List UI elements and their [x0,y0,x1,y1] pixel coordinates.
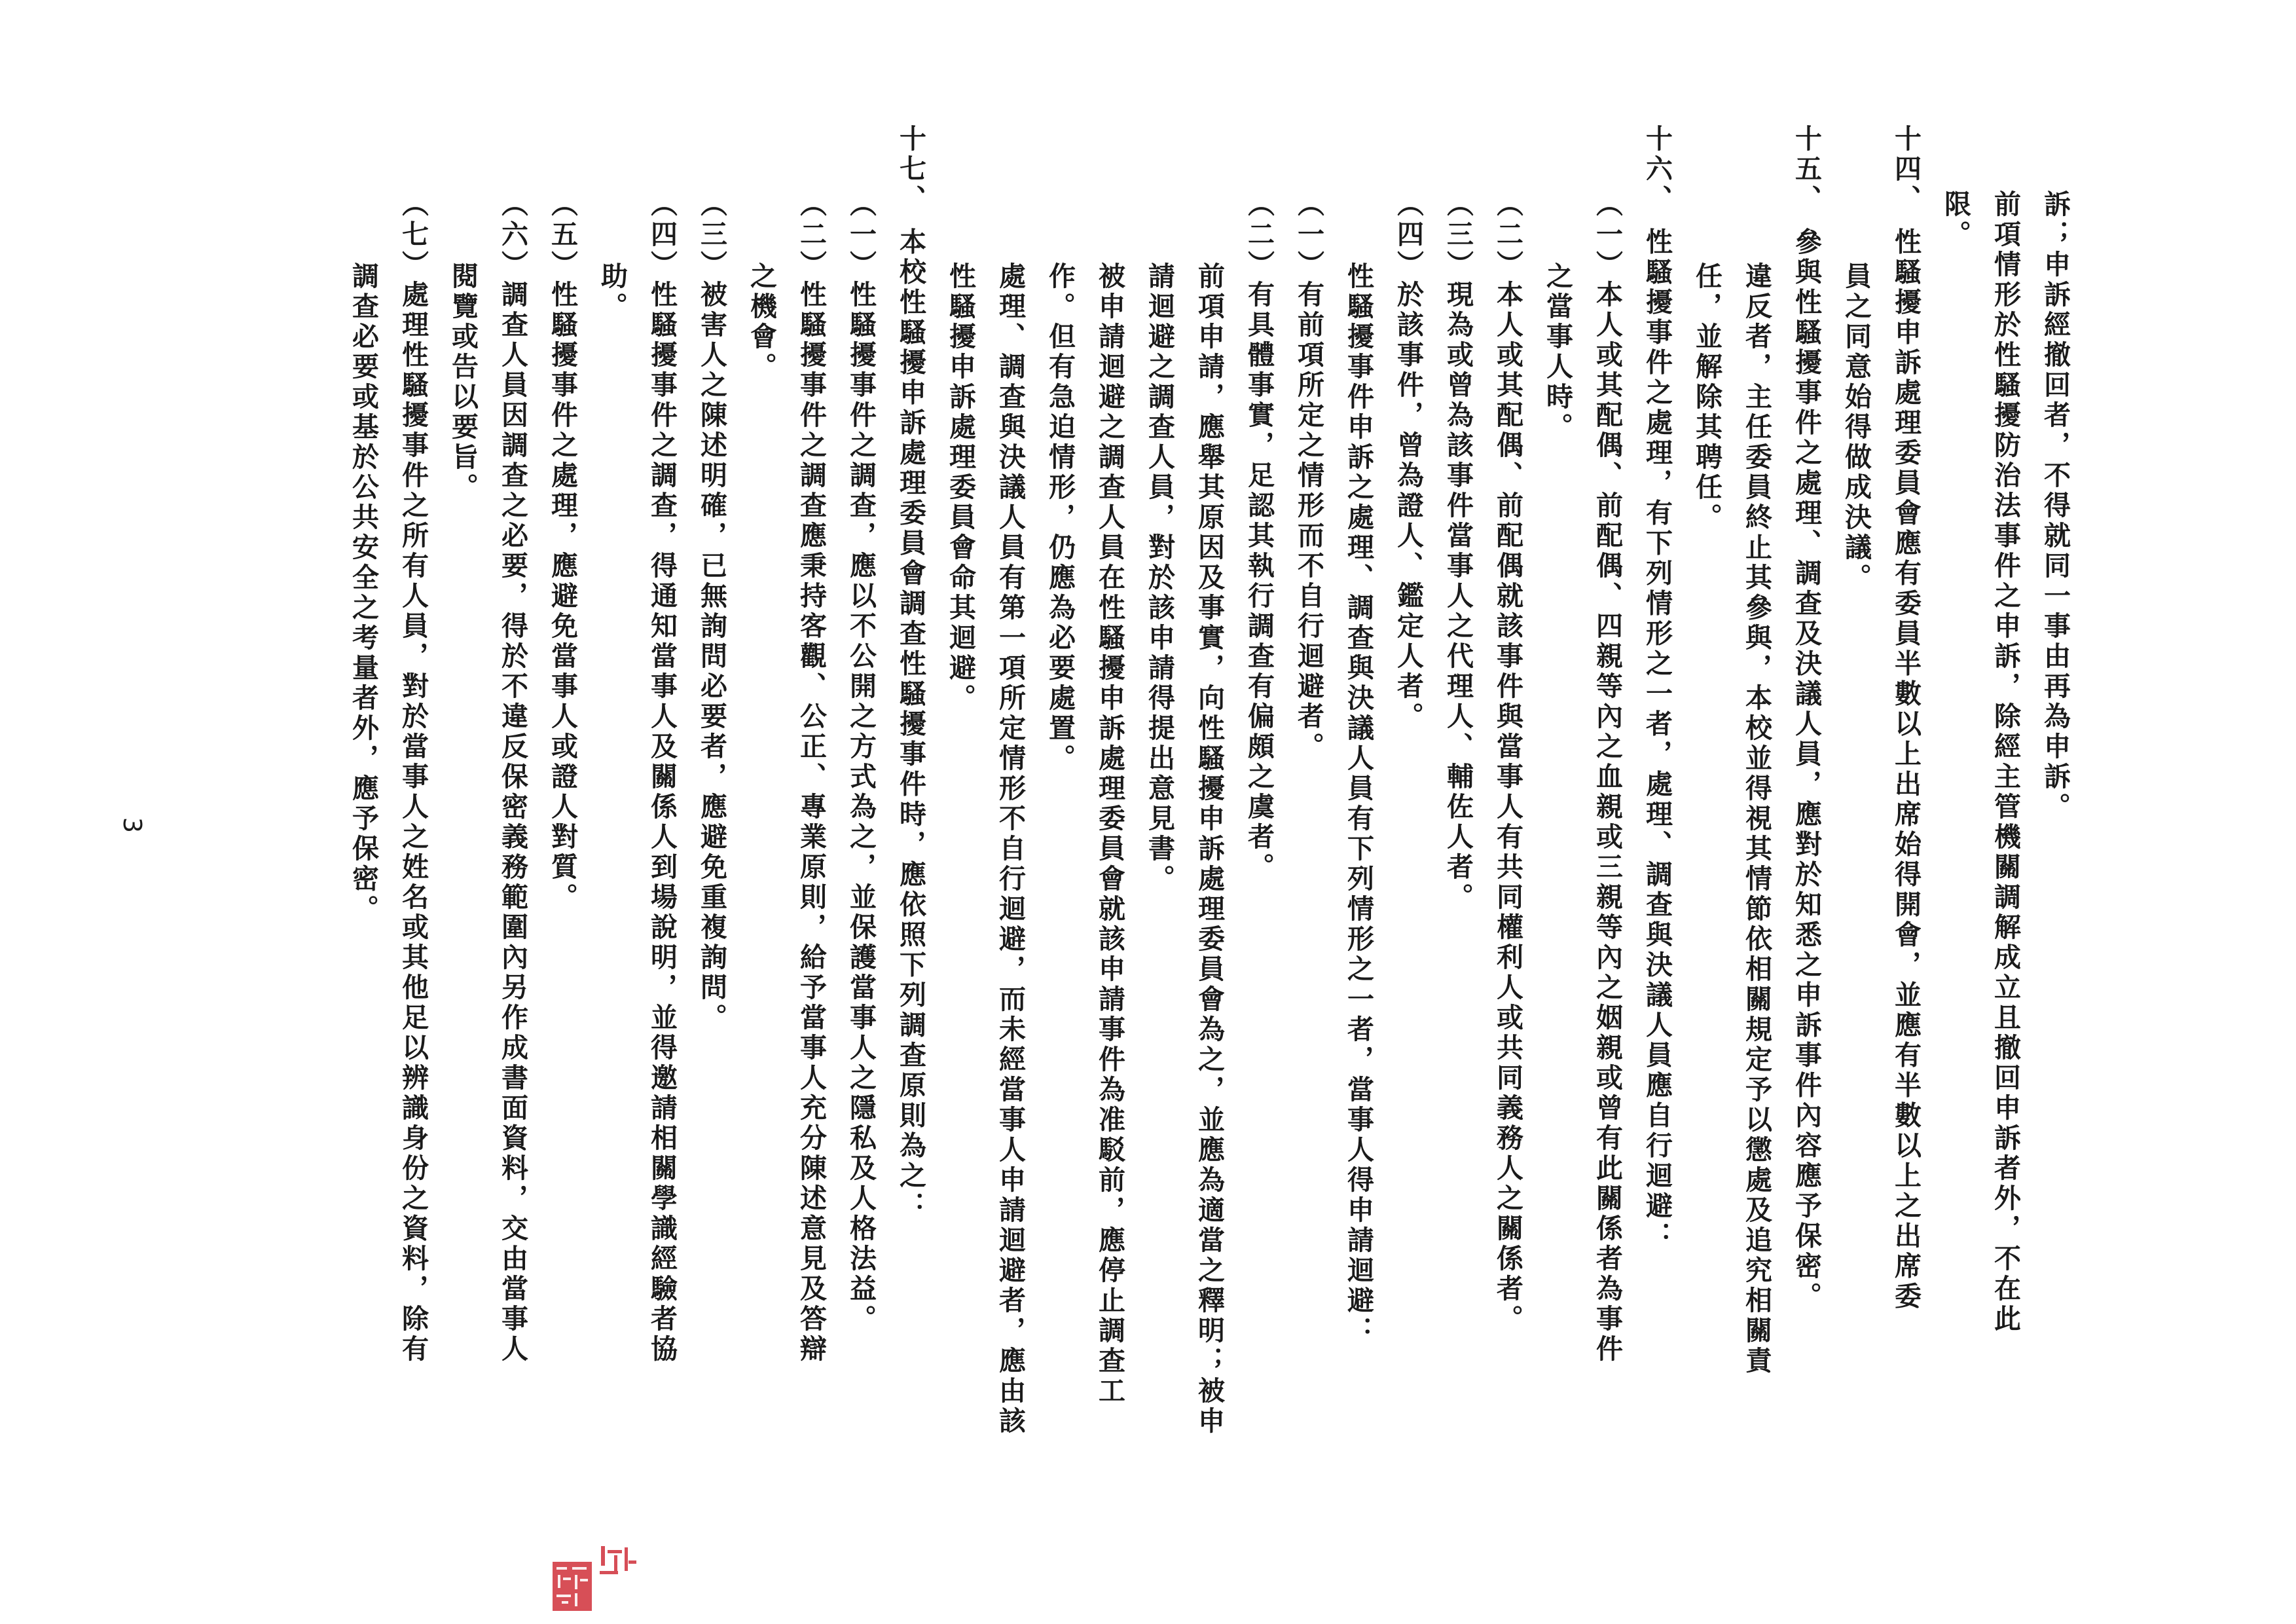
text-line: 請迴避之調查人員，對於該申請得提出意見書。 [1144,262,1175,895]
text-line: 之機會。 [746,262,777,382]
text-line: （七）處理性騷擾事件之所有人員，對於當事人之姓名或其他足以辨識身份之資料，除有 [397,190,429,1365]
text-line: （一）性騷擾事件之調查，應以不公開之方式為之，並保護當事人之隱私及人格法益。 [845,190,877,1335]
clause-14-line: 十四、 性騷擾申訴處理委員會應有委員半數以上出席始得開會，並應有半數以上之出席委 [1890,124,1922,1312]
text-line: （六）調查人員因調查之必要，得於不違反保密義務範圍內另作成書面資料，交由當事人 [497,190,528,1365]
text-line: 助。 [596,262,628,322]
text-line: 處理、調查與決議人員有第一項所定情形不自行迴避，而未經當事人申請迴避者，應由該 [994,262,1026,1437]
text-line: 性騷擾事件申訴之處理、調查與決議人員有下列情形之一者，當事人得申請迴避： [1343,262,1374,1346]
clause-16-line: 十六、 性騷擾事件之處理，有下列情形之一者，處理、調查與決議人員應自行迴避： [1641,124,1673,1252]
page-number: 3 [118,817,147,834]
text-line: 員之同意始得做成決議。 [1840,262,1872,593]
text-line: 限。 [1940,190,1971,250]
vertical-text-block [338,124,2080,1506]
text-line: （一）本人或其配偶、前配偶、四親等內之血親或三親等內之姻親或曾有此關係者為事件 [1592,190,1623,1365]
text-line: 前項情形於性騷擾防治法事件之申訴，除經主管機關調解成立且撤回申訴者外，不在此 [1990,190,2021,1335]
text-line: （二）本人或其配偶、前配偶就該事件與當事人有共同權利人或共同義務人之關係者。 [1492,190,1523,1335]
text-line: 性騷擾申訴處理委員會命其迴避。 [945,262,976,714]
clause-15-line: 十五、 參與性騷擾事件之處理、調查及決議人員，應對於知悉之申訴事件內容應予保密。 [1791,124,1822,1312]
text-line: （四）於該事件，曾為證人、鑑定人者。 [1393,190,1424,732]
text-line: 前項申請，應舉其原因及事實，向性騷擾申訴處理委員會為之，並應為適當之釋明；被申 [1194,262,1225,1437]
text-line: （三）被害人之陳述明確，已無詢問必要者，應避免重複詢問。 [696,190,727,1033]
text-line: （一）有前項所定之情形而不自行迴避者。 [1293,190,1324,762]
text-line: 訴；申訴經撤回者，不得就同一事由再為申訴。 [2039,190,2071,822]
text-line: 閱覽或告以要旨。 [447,262,479,503]
clause-17-line: 十七、 本校性騷擾申訴處理委員會調查性騷擾事件時，應依照下列調查原則為之： [895,124,926,1222]
text-line: 任，並解除其聘任。 [1691,262,1722,533]
text-line: 之當事人時。 [1542,262,1573,443]
text-line: 被申請迴避之調查人員在性騷擾申訴處理委員會就該申請事件為准駁前，應停止調查工 [1094,262,1125,1407]
text-line: 違反者，主任委員終止其參與，本校並得視其情節依相關規定予以懲處及追究相關責 [1741,262,1772,1376]
text-line: 調查必要或基於公共安全之考量者外，應予保密。 [348,262,379,925]
text-line: （三）現為或曾為該事件當事人之代理人、輔佐人者。 [1442,190,1474,913]
red-seal-stamp [549,1542,640,1614]
text-line: （五）性騷擾事件之處理，應避免當事人或證人對質。 [547,190,578,913]
text-line: （四）性騷擾事件之調查，得通知當事人及關係人到場說明，並得邀請相關學識經驗者協 [646,190,678,1365]
text-line: 作。但有急迫情形，仍應為必要處置。 [1044,262,1076,774]
text-line: （二）有具體事實，足認其執行調查有偏頗之虞者。 [1243,190,1275,883]
text-line: （二）性騷擾事件之調查應秉持客觀、公正、專業原則，給予當事人充分陳述意見及答辯 [795,190,827,1365]
